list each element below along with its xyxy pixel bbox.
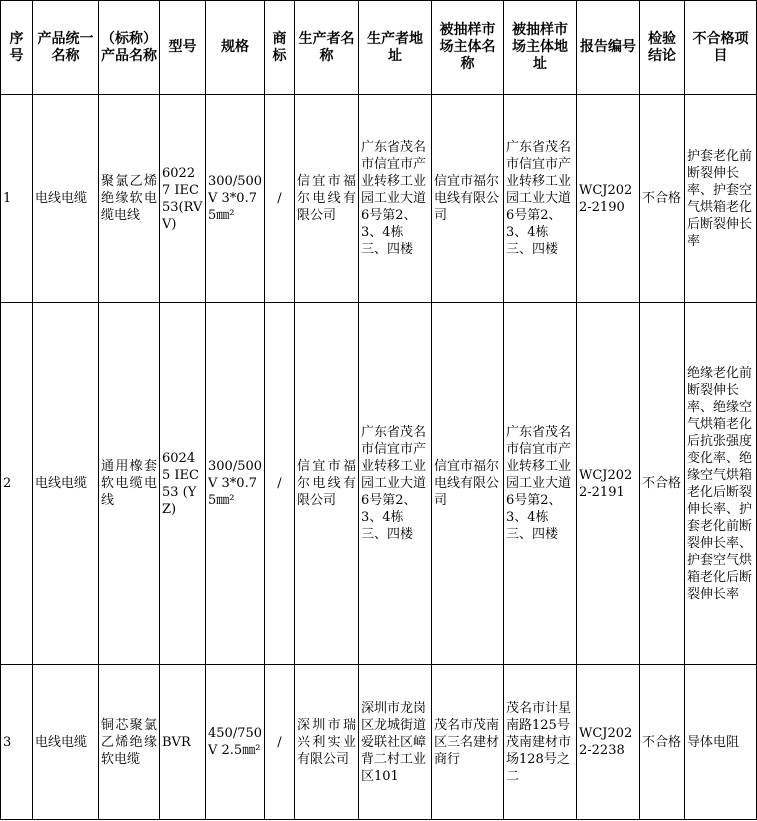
table-row xyxy=(1,303,757,665)
header-model: 型号 xyxy=(160,1,206,95)
header-spec: 规格 xyxy=(206,1,265,95)
cell-model: BVR xyxy=(160,665,206,820)
cell-trademark: / xyxy=(265,665,295,820)
cell-sampled-name: 信宜市福尔电线有限公司 xyxy=(432,95,504,303)
cell-model: 60245 IEC 53 (YZ) xyxy=(160,303,206,665)
cell-unified-name: 电线电缆 xyxy=(33,303,99,665)
cell-sampled-name: 信宜市福尔电线有限公司 xyxy=(432,303,504,665)
cell-trademark: / xyxy=(265,95,295,303)
cell-unqualified-items: 护套老化前断裂伸长率、护套空气烘箱老化后断裂伸长率 xyxy=(685,95,757,303)
cell-unified-name: 电线电缆 xyxy=(33,95,99,303)
cell-producer-name: 信宜市福尔电线有限公司 xyxy=(295,95,359,303)
cell-sampled-address: 茂名市计星南路125号茂南建材市场128号之二 xyxy=(504,665,577,820)
cell-conclusion: 不合格 xyxy=(640,665,685,820)
cell-unqualified-items: 导体电阻 xyxy=(685,665,757,820)
cell-spec: 450/750V 2.5㎜² xyxy=(206,665,265,820)
header-conclusion: 检验结论 xyxy=(640,1,685,95)
cell-product-name: 铜芯聚氯乙烯绝缘软电缆 xyxy=(99,665,160,820)
cell-sampled-name: 茂名市茂南区三名建材商行 xyxy=(432,665,504,820)
cell-sampled-address: 广东省茂名市信宜市产业转移工业园工业大道6号第2、3、4栋三、四楼 xyxy=(504,95,577,303)
header-row xyxy=(1,1,757,95)
header-product-name: （标称）产品名称 xyxy=(99,1,160,95)
header-unified-name: 产品统一名称 xyxy=(33,1,99,95)
cell-sampled-address: 广东省茂名市信宜市产业转移工业园工业大道6号第2、3、4栋三、四楼 xyxy=(504,303,577,665)
header-sampled-address: 被抽样市场主体地址 xyxy=(504,1,577,95)
cell-producer-address: 广东省茂名市信宜市产业转移工业园工业大道6号第2、3、4栋三、四楼 xyxy=(359,303,432,665)
header-trademark: 商标 xyxy=(265,1,295,95)
cell-conclusion: 不合格 xyxy=(640,95,685,303)
header-producer-address: 生产者地址 xyxy=(359,1,432,95)
cell-no: 3 xyxy=(1,665,33,820)
cell-no: 2 xyxy=(1,303,33,665)
cell-report-no: WCJ2022-2190 xyxy=(577,95,640,303)
cell-no: 1 xyxy=(1,95,33,303)
cell-spec: 300/500V 3*0.75㎜² xyxy=(206,303,265,665)
cell-product-name: 聚氯乙烯绝缘软电缆电线 xyxy=(99,95,160,303)
cell-producer-address: 深圳市龙岗区龙城街道爱联社区嶂背二村工业区101 xyxy=(359,665,432,820)
cell-unqualified-items: 绝缘老化前断裂伸长率、绝缘空气烘箱老化后抗张强度变化率、绝缘空气烘箱老化后断裂伸长率、护套老化前断裂伸长率、护套空气烘箱老化后断裂伸长率 xyxy=(685,303,757,665)
table-row xyxy=(1,665,757,820)
cell-producer-address: 广东省茂名市信宜市产业转移工业园工业大道6号第2、3、4栋三、四楼 xyxy=(359,95,432,303)
cell-producer-name: 深圳市瑞兴利实业有限公司 xyxy=(295,665,359,820)
header-unqualified-items: 不合格项目 xyxy=(685,1,757,95)
header-report-no: 报告编号 xyxy=(577,1,640,95)
cell-producer-name: 信宜市福尔电线有限公司 xyxy=(295,303,359,665)
cell-spec: 300/500V 3*0.75㎜² xyxy=(206,95,265,303)
header-sampled-name: 被抽样市场主体名称 xyxy=(432,1,504,95)
table-row xyxy=(1,95,757,303)
header-producer-name: 生产者名称 xyxy=(295,1,359,95)
cell-conclusion: 不合格 xyxy=(640,303,685,665)
cell-model: 60227 IEC 53(RVV) xyxy=(160,95,206,303)
cell-trademark: / xyxy=(265,303,295,665)
cell-report-no: WCJ2022-2191 xyxy=(577,303,640,665)
cell-unified-name: 电线电缆 xyxy=(33,665,99,820)
cell-report-no: WCJ2022-2238 xyxy=(577,665,640,820)
cell-product-name: 通用橡套软电缆电线 xyxy=(99,303,160,665)
header-no: 序号 xyxy=(1,1,33,95)
